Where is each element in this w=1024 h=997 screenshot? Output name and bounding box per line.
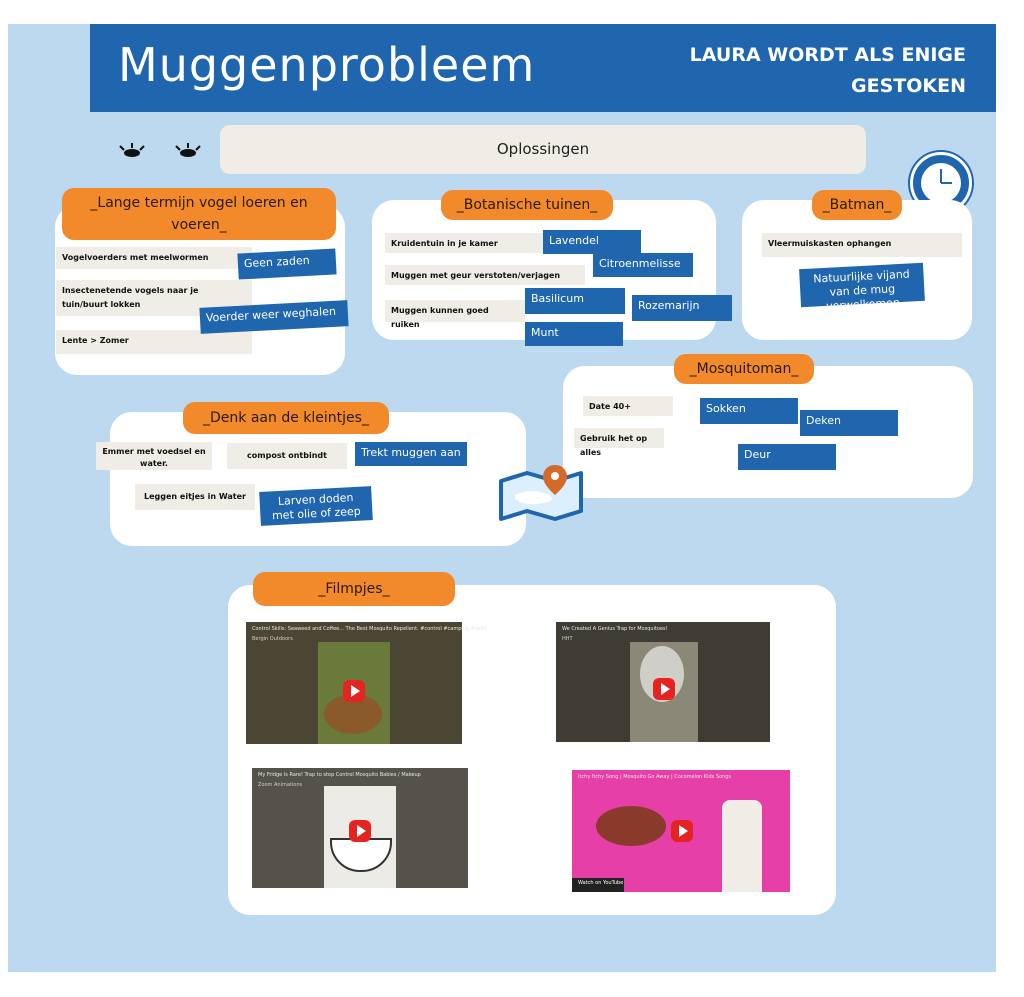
sticky-voerder-weghalen: Voerder weer weghalen — [199, 300, 348, 334]
video-title: My Fridge Is Rare! Trap to stop Control Mosquito Babies / Makeup — [258, 772, 421, 778]
video-channel: Bergin Outdoors — [252, 636, 293, 642]
note-eitjes: Leggen eitjes in Water — [135, 484, 255, 510]
subtitle-line-1: LAURA WORDT ALS ENIGE — [689, 44, 966, 66]
note-vleermuiskasten: Vleermuiskasten ophangen — [762, 233, 962, 257]
note-lente-zomer: Lente > Zomer — [56, 330, 252, 354]
eye-icon — [174, 139, 202, 163]
play-icon[interactable] — [343, 680, 365, 702]
note-date-40: Date 40+ — [583, 396, 673, 416]
play-icon[interactable] — [653, 678, 675, 700]
tag-mosquitoman: _Mosquitoman_ — [674, 354, 814, 384]
sticky-munt: Munt — [525, 322, 623, 346]
sticky-rozemarijn: Rozemarijn — [632, 295, 732, 321]
sticky-basilicum: Basilicum — [525, 288, 625, 314]
sticky-lavendel: Lavendel — [543, 230, 641, 254]
sticky-deken: Deken — [800, 410, 898, 436]
eye-icon — [118, 139, 146, 163]
note-emmer: Emmer met voedsel en water. — [96, 442, 212, 470]
video-channel: Watch on YouTube — [578, 880, 624, 886]
sticky-trekt-muggen: Trekt muggen aan — [355, 442, 467, 466]
map-pin-icon — [497, 463, 585, 525]
video-title: We Created A Genius Trap for Mosquitoes! — [562, 626, 668, 632]
video-thumbnail-1[interactable] — [246, 622, 488, 744]
video-channel: Zoom Animations — [258, 782, 303, 788]
video-title: Control Skills: Seaweed and Coffee... The Best Mosquito Repellent. #control #camping #skills — [252, 626, 488, 632]
video-thumbnail-2[interactable] — [556, 622, 770, 742]
sticky-geen-zaden: Geen zaden — [237, 248, 336, 279]
note-vogelvoerders: Vogelvoerders met meelwormen — [56, 247, 252, 269]
video-thumbnail-3[interactable] — [252, 768, 468, 888]
eyes-decoration — [118, 139, 224, 163]
note-kruidentuin: Kruidentuin in je kamer — [385, 233, 545, 253]
tag-vogel: _Lange termijn vogel loeren en voeren_ — [62, 188, 336, 240]
note-muggen-geur: Muggen met geur verstoten/verjagen — [385, 265, 585, 285]
tag-batman: _Batman_ — [812, 190, 902, 220]
note-insectenetende-vogels: Insectenetende vogels naar je tuin/buurt lokken — [56, 280, 252, 316]
video-channel: HHT — [562, 636, 573, 642]
video-thumbnail-4[interactable] — [572, 770, 790, 892]
sticky-natuurlijke-vijand: Natuurlijke vijand van de mug verwelkomen — [799, 263, 925, 307]
note-gebruik-alles: Gebruik het op alles — [574, 428, 664, 448]
subtitle-line-2: GESTOKEN — [851, 75, 966, 97]
page-subtitle — [646, 40, 966, 102]
tag-kleintjes: _Denk aan de kleintjes_ — [183, 402, 389, 434]
tag-botanisch: _Botanische tuinen_ — [441, 190, 613, 220]
note-muggen-ruiken: Muggen kunnen goed ruiken — [385, 300, 525, 322]
solutions-banner: Oplossingen — [220, 125, 866, 174]
play-icon[interactable] — [349, 820, 371, 842]
video-title: Itchy Itchy Song | Mosquito Go Away | Cocomelon Kids Songs — [578, 774, 732, 780]
tag-filmpjes: _Filmpjes_ — [253, 572, 455, 606]
sticky-sokken: Sokken — [700, 398, 798, 424]
play-icon[interactable] — [671, 820, 693, 842]
page-title: Muggenprobleem — [118, 38, 536, 92]
sticky-larven-doden: Larven doden met olie of zeep — [259, 486, 373, 526]
sticky-deur: Deur — [738, 444, 836, 470]
note-compost: compost ontbindt — [227, 443, 347, 469]
sticky-citroenmelisse: Citroenmelisse — [593, 253, 693, 277]
